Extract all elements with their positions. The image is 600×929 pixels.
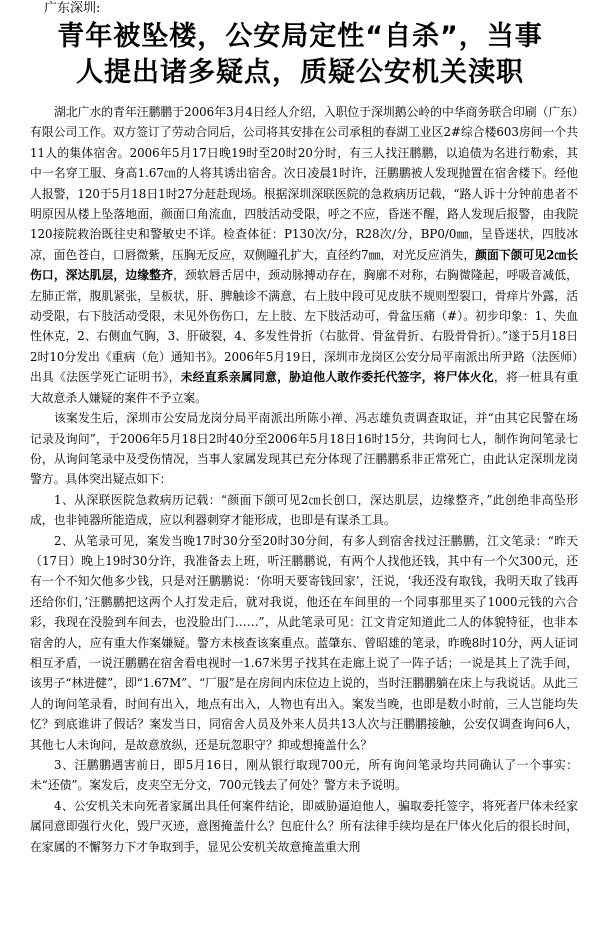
paragraph-incident	[30, 102, 578, 408]
paragraph-investigation: 该案发生后，深圳市公安局龙岗分局平南派出所陈小禅、冯志雄负责调查取证，并“由其它民警在场记录及询问”，于2006年5月18日2时40分至2006年5月18日16时15分，共询问七人，制作询问笔录七份，从询问笔录中及受伤情况，当事人家属发现其已充分体现了汪鹏鹏系非正常死亡，由此认定深圳龙岗警方。具体突出疑点如下：	[30, 411, 578, 487]
paragraph-doubt-4: 4、公安机关未向死者家属出具任何案件结论，即威胁逼迫他人，骗取委托签字，将死者尸体未经家属同意即强行火化，毁尸灭迹，意图掩盖什么？包庇什么？所有法律手续均是在尸体火化后的很长时间，在家属的不懈努力下才争取到手，显见公安机关故意掩盖重大刑	[30, 798, 578, 854]
emphasis-cremation: 未经直系亲属同意，胁迫他人敢作委托代签字，将尸体火化	[180, 370, 494, 385]
emphasis-wound: 颜面下颌可见2㎝长伤口，深达肌层，边缘整齐	[30, 247, 578, 283]
headline-line-1: 青年被坠楼，公安局定性“自杀”，当事	[57, 21, 543, 52]
paragraph-text: ，颈软唇舌居中，颈动脉搏动存在，胸廓不对称，右胸微隆起，呼吸音减低，左肺正常，腹肌紧张，呈板状，肝、脾触诊不满意，右上肢中段可见皮肤不规则型裂口，骨痒片外露，活动受限，右下肢活动受限，未见外伤伤口，左上肢、左下肢活动可，骨盆压痛（#）。初步印象：1、失血性休克，2、右侧血气胸，3、肝破裂，4、多发性骨折（右肱骨、骨盆骨折、右股骨骨折）。”遂于5月18日2时10分发出《重病（危）通知书》。2006年5月19日，深圳市龙岗区公安分局平南派出所尹路（法医师）出具《法医学死亡证明书》，	[30, 268, 578, 385]
paragraph-doubt-3: 3、汪鹏鹏遇害前日，即5月16日，刚从银行取现700元，所有询问笔录均共同确认了一个事实：未“还债”。案发后，皮夹空无分文，700元钱去了何处？警方未予说明。	[30, 758, 578, 793]
dateline-location: 广东深圳:	[44, 1, 101, 16]
paragraph-doubt-2: 2、从笔录可见，案发当晚17时30分至20时30分间，有多人到宿舍找过汪鹏鹏，江文笔录：“昨天（17日）晚上19时30分许，我准备去上班，听汪鹏鹏说，有两个人找他还钱，其中有一个欠300元，还有一个不知欠他多少钱，只是对汪鹏鹏说：‘你明天要寄钱回家’，汪说，‘我还没有取钱，我明天取了钱再还给你们，’汪鹏鹏把这两个人打发走后，就对我说，他还在车间里的一个同事那里买了1000元钱的六合彩，我现在没脸到车间去，也没脸出门……”，从此笔录可见：江文肯定知道此二人的体貌特征，也非本宿舍的人，应有重大作案嫌疑。警方未核查该案重点。蓝肇东、曾昭雄的笔录，昨晚8时10分，两人证词相互矛盾，一说汪鹏鹏在宿舍看电视时一1.67米男子找其在走廊上说了一阵子话；一说是其上了洗手间，该男子“林进健”，即“1.67M”、“厂服”是在房间内床位边上说的，当时汪鹏鹏躺在床上与我说话。从此三人的询问笔录看，时间有出入，地点有出入，人物也有出入。案发当晚，也即是数小时前，三人岂能均失忆？到底谁讲了假话？案发当日，同宿舍人员及外来人员共13人次与汪鹏鹏接触，公安仅调查询问6人，其他七人未询问，是故意放纵，还是玩忽职守？抑或想掩盖什么？	[30, 533, 578, 752]
headline-line-2: 人提出诸多疑点，质疑公安机关渎职	[76, 57, 524, 88]
paragraph-text: ，将一桩具有重大故意杀人嫌疑的案件不予立案。	[30, 370, 578, 405]
paragraph-text: 湖北广水的青年汪鹏鹏于2006年3月4日经人介绍，入职位于深圳鹅公岭的中华商务联合印刷（广东）有限公司工作。双方签订了劳动合同后，公司将其安排在公司承租的春湖工业区2#综合楼603房间一个共11人的集体宿舍。2006年5月17日晚19时至20时20分时，有三人找汪鹏鹏，以追债为名进行勒索，其中一名穿工服、身高1.67㎝的人将其诱出宿舍。次日凌晨1时许，汪鹏鹏被人发现抛置在宿舍楼下。经他人报警，120于5月18日1时27分赶赴现场。根据深圳深联医院的急救病历记载，“路人诉十分钟前患者不明原因从楼上坠落地面，颜面口角流血，四肢活动受限，呼之不应，昏迷不醒，路人发现后报警，由我院120接院救治既往史和警敏史不详。检查体征：P130次/分，R28次/分，BP0/0㎜，呈昏迷状，四肢冰凉，面色苍白，口唇微紫，压胸无反应，双侧瞳孔扩大，直径约7㎜，对光反应消失，	[30, 105, 578, 262]
article-body	[30, 102, 578, 857]
paragraph-doubt-1: 1、从深联医院急救病历记载：“颜面下颌可见2㎝长创口，深达肌层，边缘整齐，”此创绝非高坠形成，也非钝器所能造成，应以利器刺穿才能形成，也即是有谋杀工具。	[30, 492, 578, 528]
